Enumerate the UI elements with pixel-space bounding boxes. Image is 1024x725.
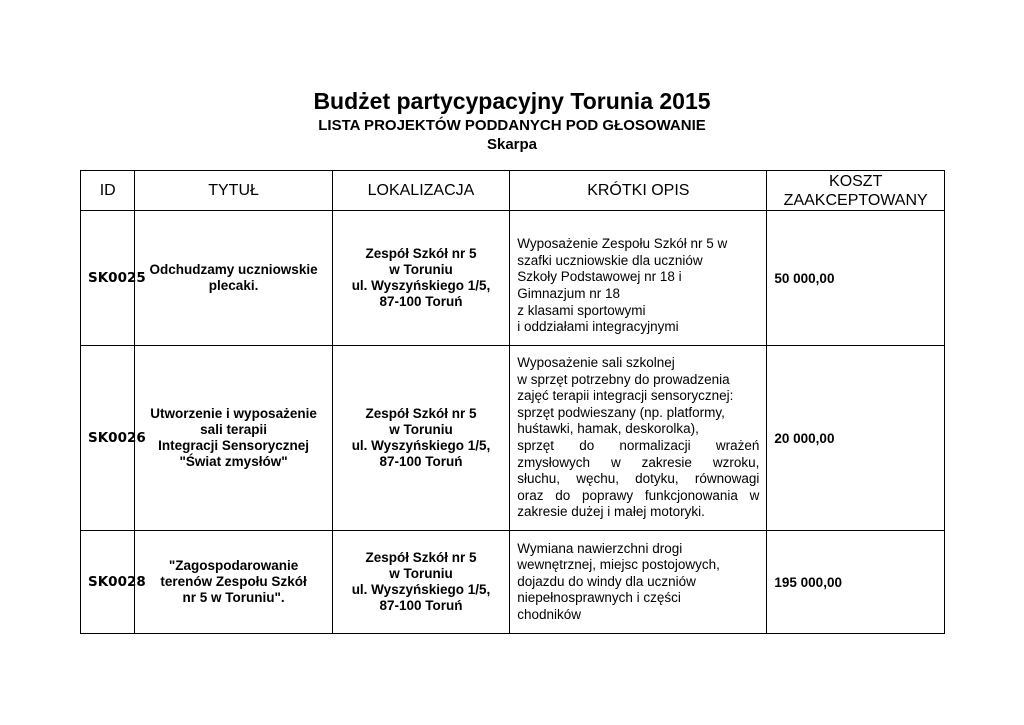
location-line: w Toruniu: [389, 422, 453, 437]
description-line: zmysłowych w zakresie wzroku,: [517, 454, 760, 470]
location-line: Zespół Szkół nr 5: [365, 550, 477, 565]
description-line: wewnętrznej, miejsc postojowych,: [517, 557, 720, 573]
project-description: [510, 531, 767, 634]
location-line: ul. Wyszyńskiego 1/5,: [351, 582, 491, 597]
description-line: Gimnazjum nr 18: [517, 286, 621, 301]
project-cost: 20 000,00: [767, 346, 945, 531]
project-description: [510, 211, 767, 346]
project-title: [135, 211, 332, 346]
description-line: słuchu, węchu, dotyku, równowagi: [517, 471, 760, 487]
project-id: SK0025: [81, 211, 135, 346]
location-line: w Toruniu: [389, 262, 453, 277]
project-location: [332, 346, 510, 531]
location-line: ul. Wyszyńskiego 1/5,: [351, 278, 491, 293]
title-line: "Świat zmysłów": [179, 454, 288, 469]
table-row: [81, 531, 945, 634]
description-line: i oddziałami integracyjnymi: [517, 319, 679, 335]
title-line: terenów Zespołu Szkół: [160, 574, 307, 589]
location-line: 87-100 Toruń: [379, 294, 463, 309]
column-header-cost: KOSZT ZAAKCEPTOWANY: [767, 171, 945, 211]
project-title: [135, 531, 332, 634]
description-line: Wymiana nawierzchni drogi: [517, 540, 683, 556]
location-line: Zespół Szkół nr 5: [365, 406, 477, 421]
description-line: chodników: [517, 606, 582, 622]
description-line: z klasami sportowymi: [517, 302, 646, 318]
project-location: [332, 531, 510, 634]
location-line: w Toruniu: [389, 566, 453, 581]
column-header-id: ID: [81, 171, 135, 211]
project-title: [135, 346, 332, 531]
title-line: "Zagospodarowanie: [168, 558, 299, 573]
description-line: niepełnosprawnych i części: [517, 590, 681, 606]
project-description: [510, 346, 767, 531]
location-line: Zespół Szkół nr 5: [365, 246, 477, 261]
project-cost: 195 000,00: [767, 531, 945, 634]
projects-table: [80, 170, 945, 634]
description-line: Szkoły Podstawowej nr 18 i: [517, 269, 682, 285]
description-line: Wyposażenie sali szkolnej: [517, 355, 675, 371]
project-id: SK0028: [81, 531, 135, 634]
project-location: [332, 211, 510, 346]
description-line: huśtawki, hamak, deskorolka),: [517, 421, 699, 437]
description-line: zajęć terapii integracji sensorycznej:: [517, 388, 734, 404]
column-header-title: TYTUŁ: [135, 171, 332, 211]
table-header-row: [81, 171, 945, 211]
title-line: nr 5 w Toruniu".: [182, 590, 285, 605]
title-line: plecaki.: [208, 278, 259, 293]
description-line: dojazdu do windy dla uczniów: [517, 573, 696, 589]
district-name: Skarpa: [486, 136, 538, 153]
column-header-location: LOKALIZACJA: [332, 171, 510, 211]
page-title: Budżet partycypacyjny Torunia 2015: [313, 88, 711, 114]
page-subtitle: LISTA PROJEKTÓW PODDANYCH POD GŁOSOWANIE: [318, 117, 706, 134]
title-line: sali terapii: [200, 422, 267, 437]
description-line: sprzęt podwieszany (np. platformy,: [517, 404, 725, 420]
project-cost: 50 000,00: [767, 211, 945, 346]
column-header-description: KRÓTKI OPIS: [510, 171, 767, 211]
title-line: Integracji Sensorycznej: [158, 438, 309, 453]
location-line: ul. Wyszyńskiego 1/5,: [351, 438, 491, 453]
location-line: 87-100 Toruń: [379, 454, 463, 469]
description-line: szafki uczniowskie dla uczniów: [517, 252, 703, 268]
description-line: sprzęt do normalizacji wrażeń: [517, 438, 760, 453]
description-line: oraz do poprawy funkcjonowania w: [517, 487, 760, 503]
description-line: w sprzęt potrzebny do prowadzenia: [517, 371, 730, 387]
description-line: Wyposażenie Zespołu Szkół nr 5 w: [517, 236, 728, 252]
title-line: Odchudzamy uczniowskie: [149, 262, 318, 277]
table-row: [81, 211, 945, 346]
title-line: Utworzenie i wyposażenie: [150, 406, 317, 421]
description-line: zakresie dużej i małej motoryki.: [517, 504, 705, 520]
location-line: 87-100 Toruń: [379, 598, 463, 613]
project-id: SK0026: [81, 346, 135, 531]
table-row: [81, 346, 945, 531]
